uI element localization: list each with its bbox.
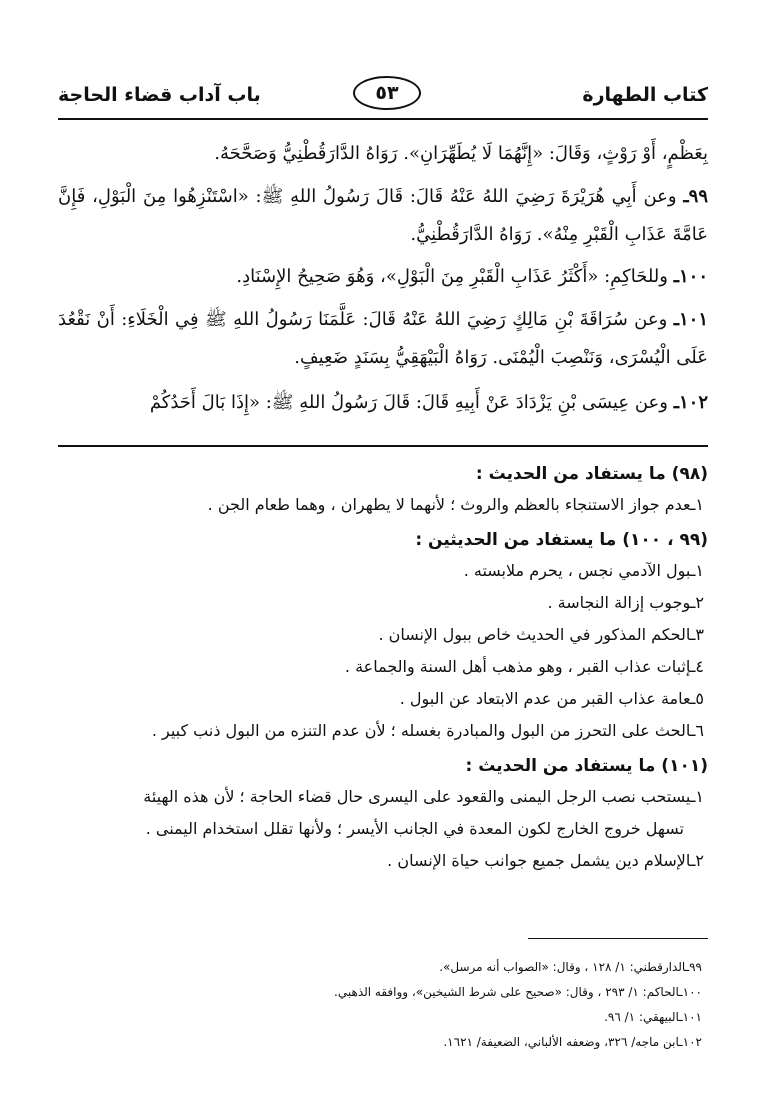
footnote: ٩٩ـالدارقطني: ١/ ١٢٨ ، وقال: «الصواب أنه مرسل». <box>439 960 702 974</box>
section-rule <box>58 445 708 447</box>
hadith-number: ١٠٢ـ <box>673 392 708 413</box>
hadith-text: بِعَظْمٍ، أَوْ رَوْثٍ، وَقَالَ: «إِنَّهُمَا لَا يُطَهِّرَانِ». رَوَاهُ الدَّارَقُطْنِيُّ وَصَحَّحَهُ. <box>214 143 708 164</box>
benefit-heading-98: (٩٨) ما يستفاد من الحديث : <box>475 464 708 484</box>
benefit-item: ٤ـإثبات عذاب القبر ، وهو مذهب أهل السنة والجماعة . <box>344 657 704 676</box>
hadith-text: وعن عِيسَى بْنِ يَزْدَادَ عَنْ أَبِيهِ قَالَ: قَالَ رَسُولُ اللهِ ﷺ: «إِذَا بَالَ أَحَدُكُمْ <box>149 392 668 413</box>
hadith-text: وعن أَبِي هُرَيْرَةَ رَضِيَ اللهُ عَنْهُ قَالَ: قَالَ رَسُولُ اللهِ ﷺ: «اسْتَنْزِهُوا مِنَ الْبَوْلِ، فَإِنَّ عَامَّةَ عَذَابِ الْقَبْرِ مِنْهُ». رَوَاهُ الدَّارَقُطْنِيُّ. <box>58 186 708 245</box>
footnote: ١٠٠ـالحاكم: ١/ ٢٩٣ ، وقال: «صحيح على شرط الشيخين»، ووافقه الذهبي. <box>334 985 702 999</box>
benefits-section <box>58 455 708 877</box>
benefit-item: ١ـعدم جواز الاستنجاء بالعظم والروث ؛ لأنهما لا يطهران ، وهما طعام الجن . <box>207 495 704 514</box>
header-rule <box>58 118 708 120</box>
benefit-item: ٢ـوجوب إزالة النجاسة . <box>547 593 704 612</box>
hadith-number: ١٠٠ـ <box>673 266 708 287</box>
benefit-item: ٣ـالحكم المذكور في الحديث خاص ببول الإنسان . <box>378 625 704 644</box>
book-title: كتاب الطهارة <box>582 84 708 106</box>
hadith-100 <box>58 258 708 296</box>
page-number: ٥٣ <box>353 76 421 110</box>
benefit-heading-99-100: (٩٩ ، ١٠٠) ما يستفاد من الحديثين : <box>415 530 708 550</box>
chapter-title: باب آداب قضاء الحاجة <box>58 84 261 106</box>
benefit-item: ٢ـالإسلام دين يشمل جميع جوانب حياة الإنسان . <box>387 851 704 870</box>
hadith-99 <box>58 178 708 254</box>
hadith-number: ٩٩ـ <box>683 186 708 207</box>
benefit-item: ١ـيستحب نصب الرجل اليمنى والقعود على اليسرى حال قضاء الحاجة ؛ لأن هذه الهيئة <box>143 787 704 806</box>
footnote-rule <box>528 938 708 939</box>
hadith-text: وللحَاكِمِ: «أَكْثَرُ عَذَابِ الْقَبْرِ مِنَ الْبَوْلِ»، وَهُوَ صَحِيحُ الإِسْنَادِ. <box>236 266 668 287</box>
footnote: ١٠١ـالبيهقي: ١/ ٩٦. <box>604 1010 702 1024</box>
hadith-text: وعن سُرَاقَةَ بْنِ مَالِكٍ رَضِيَ اللهُ عَنْهُ قَالَ: عَلَّمَنَا رَسُولُ اللهِ ﷺ فِي الْخَلَاءِ: أَنْ نَقْعُدَ عَلَى الْيُسْرَى، وَنَنْصِبَ الْيُمْنَى. رَوَاهُ الْبَيْهَقِيُّ بِسَنَدٍ ضَعِيفٍ. <box>58 309 708 368</box>
benefit-item: ٦ـالحث على التحرز من البول والمبادرة بغسله ؛ لأن عدم التنزه من البول ذنب كبير . <box>151 721 704 740</box>
hadith-102 <box>58 384 708 422</box>
footnotes <box>58 955 708 1055</box>
footnote: ١٠٢ـابن ماجه/ ٣٢٦، وضعفه الألباني، الضعيفة/ ١٦٢١. <box>443 1035 702 1049</box>
hadith-101 <box>58 301 708 377</box>
page-header <box>58 82 708 118</box>
benefit-item: ١ـبول الآدمي نجس ، يحرم ملابسته . <box>463 561 704 580</box>
benefit-item-continuation: تسهل خروج الخارج لكون المعدة في الجانب الأيسر ؛ ولأنها تقلل استخدام اليمنى . <box>145 819 684 838</box>
hadith-continuation <box>58 135 708 173</box>
hadith-number: ١٠١ـ <box>673 309 708 330</box>
benefit-heading-101: (١٠١) ما يستفاد من الحديث : <box>465 756 708 776</box>
benefit-item: ٥ـعامة عذاب القبر من عدم الابتعاد عن البول . <box>399 689 704 708</box>
